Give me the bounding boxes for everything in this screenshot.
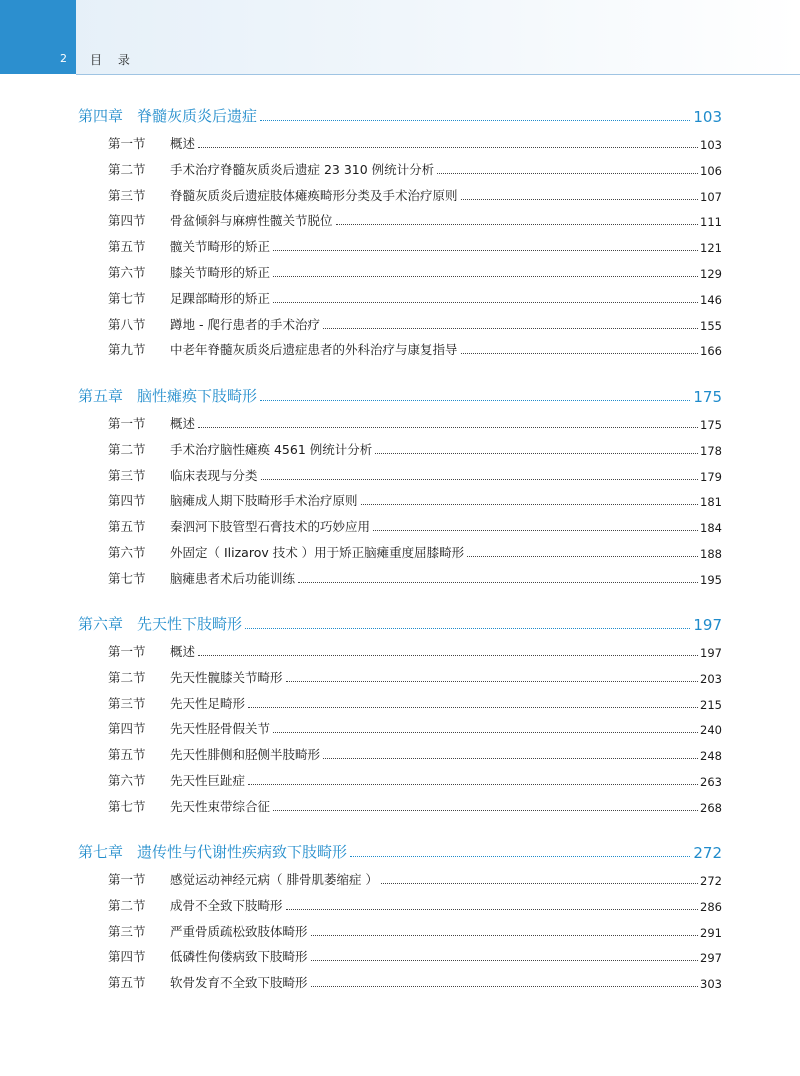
section-page-number: 107 xyxy=(700,189,722,204)
section-page-number: 188 xyxy=(700,547,722,561)
section-entry[interactable] xyxy=(108,261,722,281)
section-label: 第四节 xyxy=(108,493,146,509)
dot-leader xyxy=(198,147,698,148)
section-label: 第三节 xyxy=(108,695,146,711)
section-page-number: 178 xyxy=(700,443,722,458)
section-page-number: 240 xyxy=(700,723,722,738)
section-title: 软骨发育不全致下肢畸形 xyxy=(170,975,308,991)
section-label: 第七节 xyxy=(108,290,146,306)
section-page-number: 215 xyxy=(700,697,722,712)
dot-leader xyxy=(286,681,699,682)
section-title: 先天性腓侧和胫侧半肢畸形 xyxy=(170,747,321,763)
section-entry[interactable] xyxy=(108,717,722,737)
dot-leader xyxy=(273,250,698,251)
section-page-number: 184 xyxy=(700,521,722,536)
section-label: 第六节 xyxy=(108,265,146,280)
section-page-number: 197 xyxy=(700,646,722,660)
section-label: 第四节 xyxy=(108,213,146,229)
chapter-page-number: 103 xyxy=(693,108,722,126)
dot-leader xyxy=(323,328,698,329)
dot-leader xyxy=(273,302,698,303)
section-entry[interactable] xyxy=(108,971,722,991)
section-title: 手术治疗脊髓灰质炎后遗症 23 310 例统计分析 xyxy=(170,161,435,177)
section-page-number: 129 xyxy=(700,267,722,281)
section-entry[interactable] xyxy=(108,920,722,940)
section-entry[interactable] xyxy=(108,184,722,204)
section-page-number: 272 xyxy=(700,874,722,888)
dot-leader xyxy=(375,453,698,454)
section-entry[interactable] xyxy=(108,795,722,815)
dot-leader xyxy=(261,479,699,480)
section-title: 先天性束带综合征 xyxy=(170,798,271,814)
section-entry[interactable] xyxy=(108,541,722,561)
section-page-number: 103 xyxy=(700,138,722,152)
chapter-title: 遗传性与代谢性疾病致下肢畸形 xyxy=(137,843,348,861)
dot-leader xyxy=(273,276,698,277)
section-label: 第六节 xyxy=(108,773,146,788)
dot-leader xyxy=(373,530,698,531)
chapter-entry[interactable] xyxy=(78,840,722,862)
header-divider xyxy=(76,74,800,75)
section-label: 第七节 xyxy=(108,798,146,814)
chapter-page-number: 175 xyxy=(693,388,722,406)
chapter-entry[interactable] xyxy=(78,104,722,126)
section-entry[interactable] xyxy=(108,692,722,712)
section-page-number: 268 xyxy=(700,800,722,815)
section-title: 脊髓灰质炎后遗症肢体瘫痪畸形分类及手术治疗原则 xyxy=(170,187,458,203)
chapter-entry[interactable] xyxy=(78,384,722,406)
section-label: 第一节 xyxy=(108,136,146,151)
section-page-number: 303 xyxy=(700,977,722,992)
section-label: 第五节 xyxy=(108,975,146,991)
section-entry[interactable] xyxy=(108,945,722,965)
section-entry[interactable] xyxy=(108,209,722,229)
section-label: 第三节 xyxy=(108,187,146,203)
section-title: 先天性巨趾症 xyxy=(170,773,246,788)
section-page-number: 146 xyxy=(700,292,722,307)
section-label: 第六节 xyxy=(108,545,146,560)
section-title: 手术治疗脑性瘫痪 4561 例统计分析 xyxy=(170,441,373,457)
section-page-number: 175 xyxy=(700,418,722,432)
chapter-label: 第五章 xyxy=(78,387,124,405)
section-entry[interactable] xyxy=(108,132,722,152)
dot-leader xyxy=(245,628,690,629)
section-page-number: 297 xyxy=(700,951,722,966)
dot-leader xyxy=(248,784,698,785)
section-title: 先天性足畸形 xyxy=(170,695,246,711)
section-title: 髋关节畸形的矫正 xyxy=(170,239,271,255)
section-page-number: 106 xyxy=(700,163,722,178)
section-entry[interactable] xyxy=(108,769,722,789)
section-entry[interactable] xyxy=(108,567,722,587)
section-entry[interactable] xyxy=(108,338,722,358)
section-entry[interactable] xyxy=(108,640,722,660)
section-label: 第九节 xyxy=(108,342,146,358)
dot-leader xyxy=(467,556,698,557)
section-title: 膝关节畸形的矫正 xyxy=(170,265,271,280)
chapter-label: 第七章 xyxy=(78,843,124,861)
section-title: 成骨不全致下肢畸形 xyxy=(170,897,283,913)
section-label: 第四节 xyxy=(108,949,146,965)
section-title: 概述 xyxy=(170,136,196,151)
section-title: 严重骨质疏松致肢体畸形 xyxy=(170,923,308,939)
header-title: 目 录 xyxy=(90,53,136,67)
section-entry[interactable] xyxy=(108,515,722,535)
dot-leader xyxy=(273,810,698,811)
section-page-number: 181 xyxy=(700,495,722,510)
chapter-entry[interactable] xyxy=(78,612,722,634)
chapter-label: 第四章 xyxy=(78,107,124,125)
dot-leader xyxy=(311,935,699,936)
section-label: 第一节 xyxy=(108,416,146,431)
section-title: 脑瘫患者术后功能训练 xyxy=(170,570,296,586)
dot-leader xyxy=(350,856,690,857)
section-title: 先天性胫骨假关节 xyxy=(170,721,271,737)
chapter-title: 脊髓灰质炎后遗症 xyxy=(137,107,258,125)
dot-leader xyxy=(260,400,690,401)
dot-leader xyxy=(437,173,698,174)
dot-leader xyxy=(286,909,699,910)
chapter-page-number: 197 xyxy=(693,616,722,634)
section-page-number: 203 xyxy=(700,671,722,686)
section-label: 第二节 xyxy=(108,161,146,177)
dot-leader xyxy=(248,707,698,708)
section-title: 低磷性佝偻病致下肢畸形 xyxy=(170,949,308,965)
section-entry[interactable] xyxy=(108,287,722,307)
section-page-number: 121 xyxy=(700,241,722,256)
section-page-number: 248 xyxy=(700,749,722,764)
page-header xyxy=(0,0,800,74)
chapter-label: 第六章 xyxy=(78,615,124,633)
dot-leader xyxy=(260,120,690,121)
section-title: 外固定（ Ilizarov 技术 ）用于矫正脑瘫重度屈膝畸形 xyxy=(170,545,465,560)
section-label: 第二节 xyxy=(108,669,146,685)
section-page-number: 179 xyxy=(700,469,722,484)
section-page-number: 286 xyxy=(700,899,722,914)
section-title: 骨盆倾斜与麻痹性髋关节脱位 xyxy=(170,213,333,229)
section-label: 第七节 xyxy=(108,570,146,586)
section-title: 概述 xyxy=(170,644,196,659)
section-label: 第四节 xyxy=(108,721,146,737)
section-title: 足踝部畸形的矫正 xyxy=(170,290,271,306)
dot-leader xyxy=(381,883,698,884)
section-page-number: 155 xyxy=(700,318,722,333)
section-title: 先天性髋膝关节畸形 xyxy=(170,669,283,685)
section-label: 第一节 xyxy=(108,644,146,659)
dot-leader xyxy=(198,655,698,656)
dot-leader xyxy=(336,224,699,225)
section-page-number: 263 xyxy=(700,775,722,789)
section-label: 第一节 xyxy=(108,872,146,887)
chapter-title: 脑性瘫痪下肢畸形 xyxy=(137,387,258,405)
section-entry[interactable] xyxy=(108,438,722,458)
section-entry[interactable] xyxy=(108,464,722,484)
section-page-number: 111 xyxy=(700,215,722,230)
section-label: 第二节 xyxy=(108,441,146,457)
dot-leader xyxy=(311,986,699,987)
dot-leader xyxy=(361,504,699,505)
dot-leader xyxy=(461,199,699,200)
section-entry[interactable] xyxy=(108,489,722,509)
section-label: 第五节 xyxy=(108,747,146,763)
section-entry[interactable] xyxy=(108,158,722,178)
dot-leader xyxy=(311,960,699,961)
dot-leader xyxy=(198,427,698,428)
section-title: 临床表现与分类 xyxy=(170,467,258,483)
chapter-title: 先天性下肢畸形 xyxy=(137,615,243,633)
section-entry[interactable] xyxy=(108,666,722,686)
section-page-number: 195 xyxy=(700,572,722,587)
section-label: 第三节 xyxy=(108,467,146,483)
dot-leader xyxy=(273,732,698,733)
section-page-number: 291 xyxy=(700,925,722,940)
section-entry[interactable] xyxy=(108,894,722,914)
dot-leader xyxy=(323,758,698,759)
page-number: 2 xyxy=(60,52,67,65)
section-title: 蹲地 - 爬行患者的手术治疗 xyxy=(170,316,320,332)
section-label: 第八节 xyxy=(108,316,146,332)
section-entry[interactable] xyxy=(108,868,722,888)
section-entry[interactable] xyxy=(108,743,722,763)
section-title: 中老年脊髓灰质炎后遗症患者的外科治疗与康复指导 xyxy=(170,342,458,358)
section-label: 第二节 xyxy=(108,897,146,913)
dot-leader xyxy=(461,353,699,354)
section-title: 感觉运动神经元病（ 腓骨肌萎缩症 ） xyxy=(170,872,378,887)
chapter-page-number: 272 xyxy=(693,844,722,862)
section-entry[interactable] xyxy=(108,313,722,333)
section-label: 第三节 xyxy=(108,923,146,939)
dot-leader xyxy=(298,582,698,583)
section-label: 第五节 xyxy=(108,519,146,535)
section-title: 概述 xyxy=(170,416,196,431)
section-label: 第五节 xyxy=(108,239,146,255)
section-title: 脑瘫成人期下肢畸形手术治疗原则 xyxy=(170,493,358,509)
section-entry[interactable] xyxy=(108,235,722,255)
section-entry[interactable] xyxy=(108,412,722,432)
section-page-number: 166 xyxy=(700,344,722,359)
section-title: 秦泗河下肢管型石膏技术的巧妙应用 xyxy=(170,519,371,535)
